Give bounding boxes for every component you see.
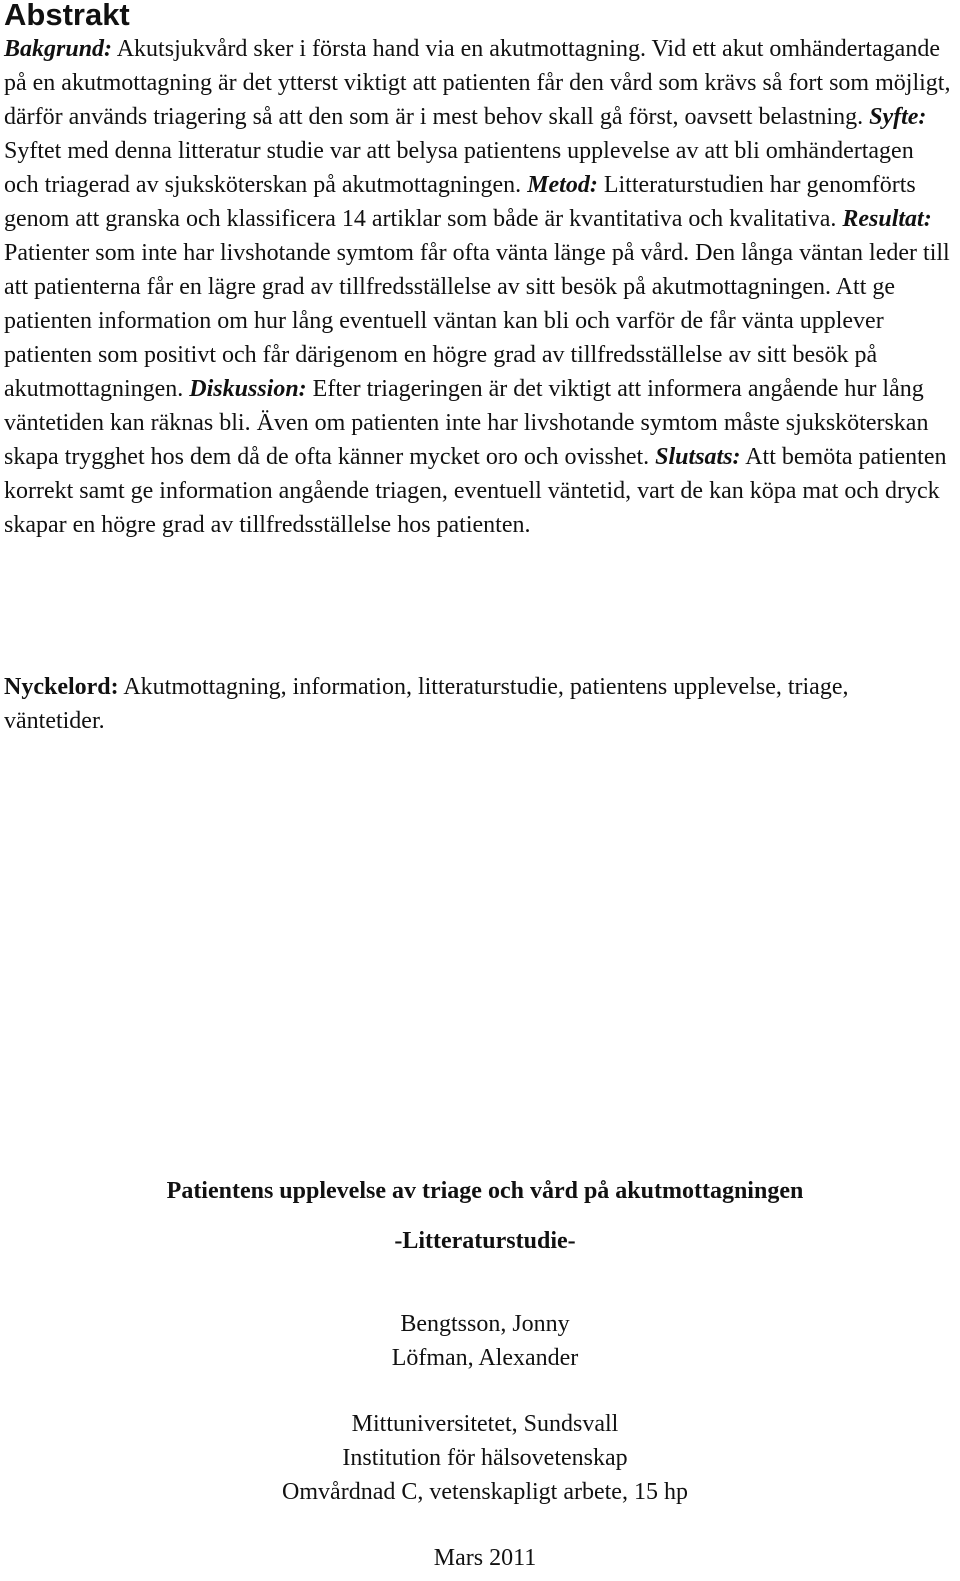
- department: Institution för hälsovetenskap: [342, 1445, 628, 1471]
- thesis-title: Patientens upplevelse av triage och vård på akutmottagningen: [166, 1178, 804, 1204]
- university: Mittuniversitetet, Sundsvall: [351, 1411, 619, 1437]
- thesis-subtitle: -Litteraturstudie-: [394, 1228, 576, 1254]
- text-diskussion: Efter triageringen är det viktigt att informera angående hur lång väntetiden kan räknas bli. Även om patienten inte har livshotande symtom måste sjuksköterskan skapa trygghet hos dem då de ofta känner mycket oro och ovisshet.: [4, 376, 929, 470]
- date: Mars 2011: [433, 1545, 537, 1571]
- label-bakgrund: Bakgrund:: [4, 36, 113, 62]
- label-diskussion: Diskussion:: [189, 376, 307, 402]
- abstract-body: [4, 32, 954, 542]
- author-1: Bengtsson, Jonny: [400, 1311, 570, 1337]
- text-slutsats: Att bemöta patienten korrekt samt ge information angående triagen, eventuell väntetid, vart de kan köpa mat och dryck skapar en högre grad av tillfredsställelse hos patienten.: [4, 444, 947, 538]
- label-resultat: Resultat:: [842, 206, 932, 232]
- text-resultat: Patienter som inte har livshotande symtom får ofta vänta länge på vård. Den långa väntan leder till att patienterna får en lägre grad av tillfredsställelse av sitt besök på akutmottagningen. Att ge patienten information om hur lång eventuell väntan kan bli och varför de får vänta upplever patienten som positivt och får därigenom en högre grad av tillfredsställelse av sitt besök på akutmottagningen.: [4, 240, 950, 402]
- keywords: [4, 670, 954, 738]
- label-syfte: Syfte:: [869, 104, 927, 130]
- abstract-heading: Abstrakt: [4, 0, 130, 32]
- keywords-text: Akutmottagning, information, litteraturstudie, patientens upplevelse, triage, väntetider.: [4, 674, 849, 734]
- keywords-label: Nyckelord:: [4, 674, 119, 700]
- label-metod: Metod:: [527, 172, 598, 198]
- text-bakgrund: Akutsjukvård sker i första hand via en akutmottagning. Vid ett akut omhändertagande på en akutmottagning är det ytterst viktigt att patienten får den vård som krävs så fort som möjligt, därför används triagering så att den som är i mest behov skall gå först, oavsett belastning.: [4, 36, 951, 130]
- course: Omvårdnad C, vetenskapligt arbete, 15 hp: [282, 1479, 688, 1505]
- author-2: Löfman, Alexander: [391, 1345, 579, 1371]
- text-syfte: Syftet med denna litteratur studie var att belysa patientens upplevelse av att bli omhändertagen och triagerad av sjuksköterskan på akutmottagningen.: [4, 138, 914, 198]
- text-metod: Litteraturstudien har genomförts genom att granska och klassificera 14 artiklar som både är kvantitativa och kvalitativa.: [4, 172, 916, 232]
- label-slutsats: Slutsats:: [655, 444, 741, 470]
